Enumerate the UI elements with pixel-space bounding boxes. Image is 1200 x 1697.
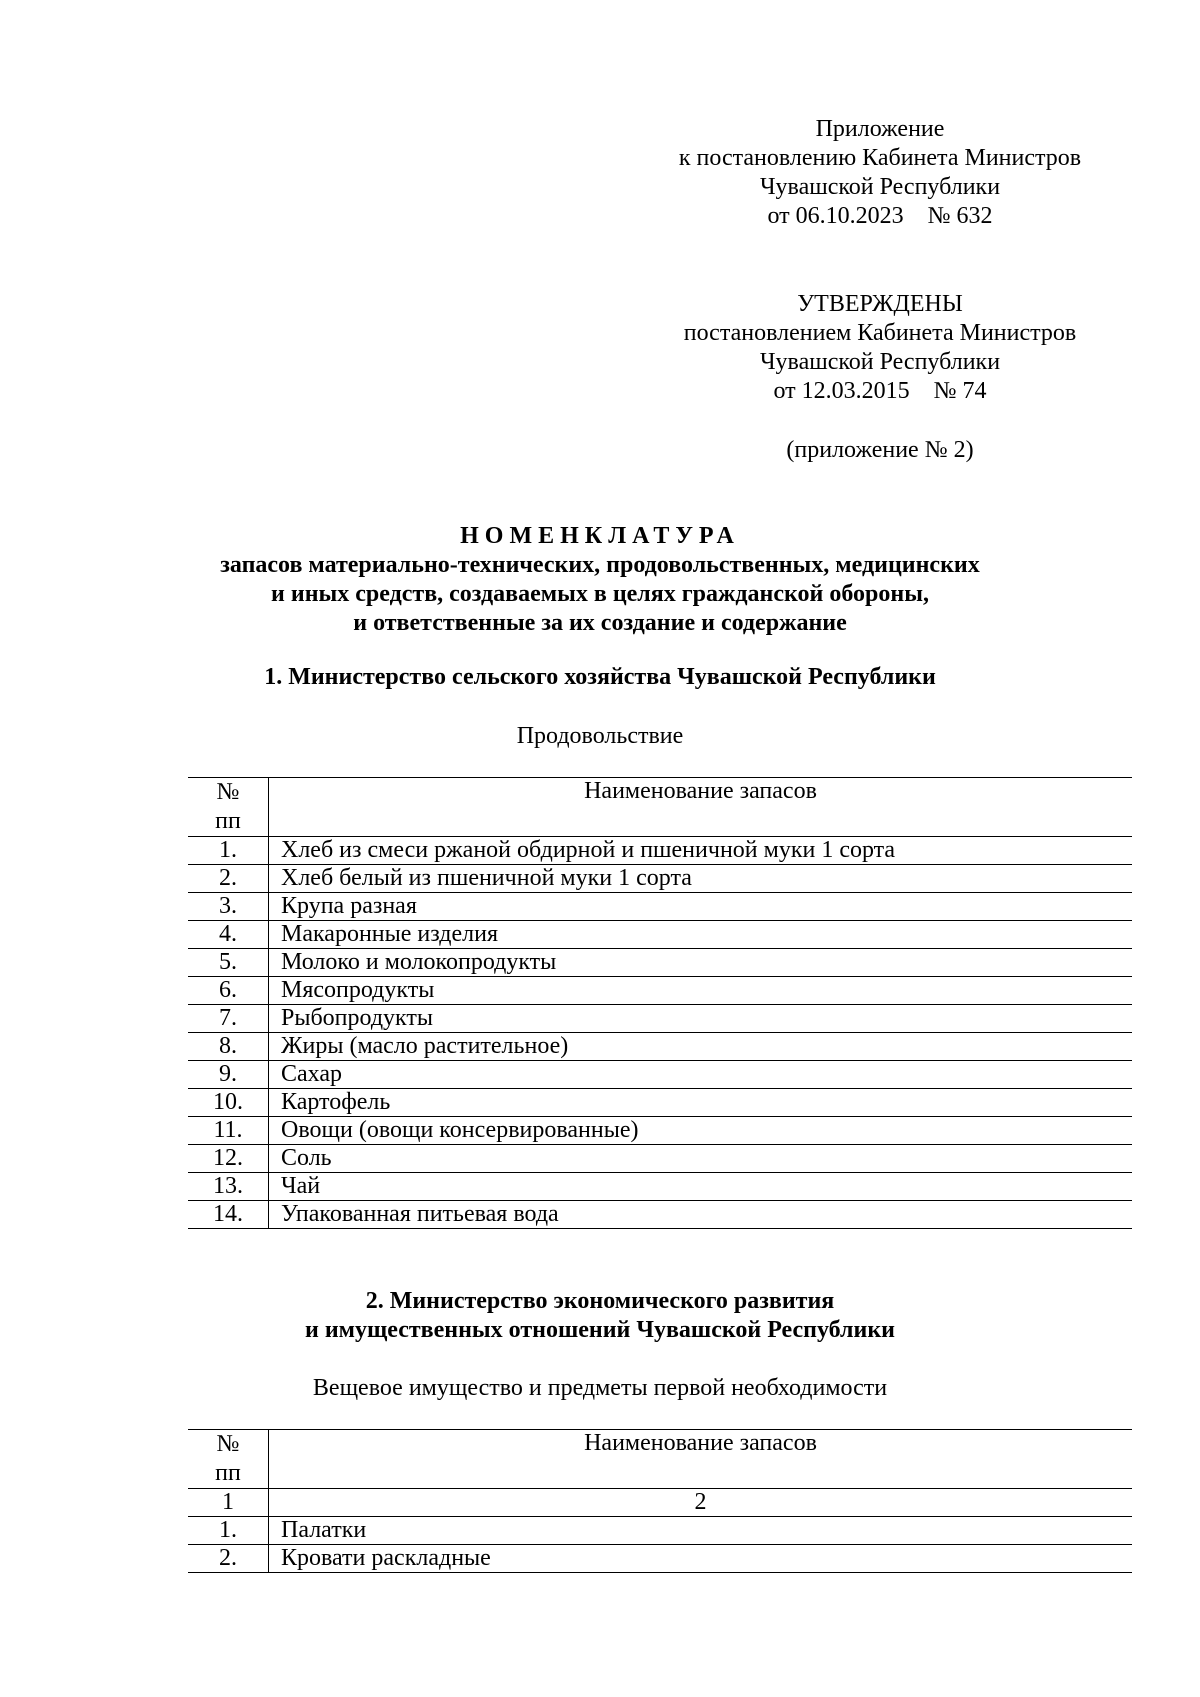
section2-heading-line: и имущественных отношений Чувашской Республики <box>305 1317 895 1343</box>
row-name: Палатки <box>281 1517 367 1543</box>
row-name: Рыбопродукты <box>281 1005 434 1031</box>
approved-line: Чувашской Республики <box>759 349 1001 375</box>
approved-block <box>620 290 1140 465</box>
appendix-block <box>620 115 1140 231</box>
row-name: Чай <box>281 1173 321 1199</box>
approved-line: постановлением Кабинета Министров <box>683 320 1077 346</box>
section2-subheading: Вещевое имущество и предметы первой необходимости <box>312 1375 888 1401</box>
row-number: 12. <box>188 1145 269 1173</box>
table-row <box>188 1517 1132 1545</box>
section2-heading <box>0 1287 1200 1345</box>
row-number: 14. <box>188 1201 269 1229</box>
title-line: и ответственные за их создание и содержание <box>353 610 847 636</box>
row-name: Сахар <box>281 1061 342 1087</box>
name-column-header: Наименование запасов <box>584 1430 817 1456</box>
row-name: Мясопродукты <box>281 977 435 1003</box>
table-row <box>188 865 1132 893</box>
approved-date-number: от 12.03.2015 № 74 <box>773 378 987 404</box>
table-row <box>188 921 1132 949</box>
row-name: Макаронные изделия <box>281 921 499 947</box>
title-line: запасов материально-технических, продовольственных, медицинских <box>220 552 980 578</box>
table-row <box>188 1089 1132 1117</box>
row-number: 1. <box>188 837 269 865</box>
approved-note: (приложение № 2) <box>786 437 974 463</box>
row-number: 10. <box>188 1089 269 1117</box>
table-row <box>188 837 1132 865</box>
row-number: 6. <box>188 977 269 1005</box>
column-number-row <box>188 1489 1132 1517</box>
row-number: 1. <box>188 1517 269 1545</box>
column-number: 2 <box>694 1489 707 1515</box>
section1-table <box>188 777 1132 1229</box>
table-row <box>188 1201 1132 1229</box>
table-row <box>188 893 1132 921</box>
table-row <box>188 1005 1132 1033</box>
row-name: Овощи (овощи консервированные) <box>281 1117 639 1143</box>
table-row <box>188 1545 1132 1573</box>
table-row <box>188 1061 1132 1089</box>
table-row <box>188 1173 1132 1201</box>
row-number: 7. <box>188 1005 269 1033</box>
section2-table <box>188 1429 1132 1573</box>
row-number: 2. <box>188 1545 269 1573</box>
row-number: 4. <box>188 921 269 949</box>
num-column-header <box>188 778 269 837</box>
appendix-date-number: от 06.10.2023 № 632 <box>767 203 993 229</box>
row-name: Хлеб белый из пшеничной муки 1 сорта <box>281 865 692 891</box>
table-header-row <box>188 1430 1132 1489</box>
name-column-header: Наименование запасов <box>584 778 817 804</box>
section1-heading: 1. Министерство сельского хозяйства Чувашской Республики <box>264 664 936 690</box>
table-row <box>188 1145 1132 1173</box>
num-header-abbr: пп <box>215 1460 241 1486</box>
column-number: 1 <box>188 1489 269 1517</box>
appendix-line: Чувашской Республики <box>759 174 1001 200</box>
table-header-row <box>188 778 1132 837</box>
row-number: 11. <box>188 1117 269 1145</box>
table-row <box>188 1117 1132 1145</box>
num-column-header <box>188 1430 269 1489</box>
num-header-symbol: № <box>216 779 240 805</box>
table-row <box>188 949 1132 977</box>
row-name: Картофель <box>281 1089 391 1115</box>
row-name: Хлеб из смеси ржаной обдирной и пшеничной муки 1 сорта <box>281 837 896 863</box>
appendix-line: Приложение <box>815 116 945 142</box>
row-number: 3. <box>188 893 269 921</box>
row-number: 2. <box>188 865 269 893</box>
row-name: Крупа разная <box>281 893 417 919</box>
num-header-abbr: пп <box>215 808 241 834</box>
row-name: Упакованная питьевая вода <box>281 1201 559 1227</box>
table-row <box>188 977 1132 1005</box>
row-number: 13. <box>188 1173 269 1201</box>
title-main: НОМЕНКЛАТУРА <box>460 523 740 549</box>
row-name: Жиры (масло растительное) <box>281 1033 569 1059</box>
row-number: 8. <box>188 1033 269 1061</box>
section1-subheading: Продовольствие <box>516 723 684 749</box>
table-row <box>188 1033 1132 1061</box>
row-name: Кровати раскладные <box>281 1545 491 1571</box>
row-name: Соль <box>281 1145 332 1171</box>
title-line: и иных средств, создаваемых в целях гражданской обороны, <box>271 581 929 607</box>
row-number: 5. <box>188 949 269 977</box>
row-number: 9. <box>188 1061 269 1089</box>
section2-heading-line: 2. Министерство экономического развития <box>365 1288 835 1314</box>
approved-line: УТВЕРЖДЕНЫ <box>797 291 963 317</box>
appendix-line: к постановлению Кабинета Министров <box>678 145 1082 171</box>
document-title <box>0 522 1200 638</box>
row-name: Молоко и молокопродукты <box>281 949 557 975</box>
num-header-symbol: № <box>216 1431 240 1457</box>
